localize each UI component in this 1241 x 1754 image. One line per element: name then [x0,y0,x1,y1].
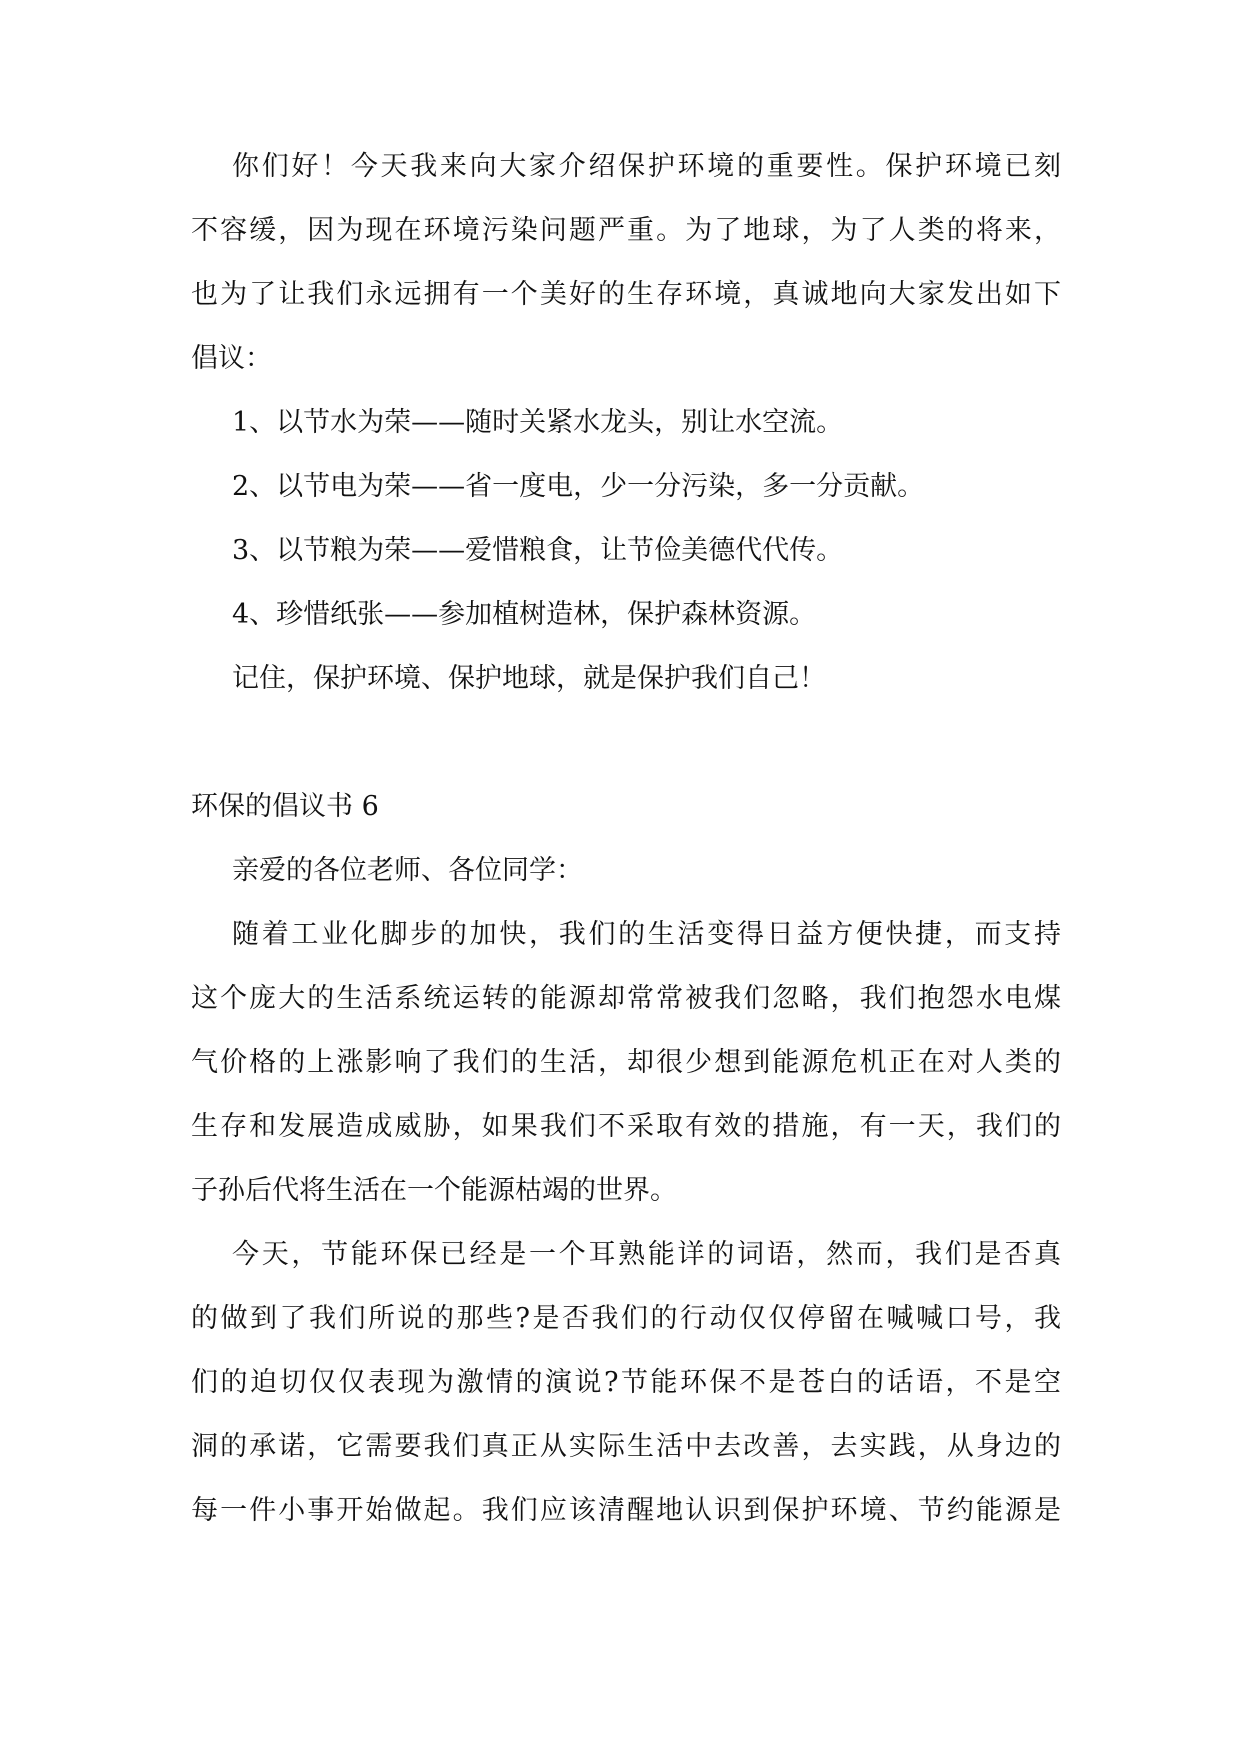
para1-line-4: 生存和发展造成威胁，如果我们不采取有效的措施，有一天，我们的 [191,1111,1061,1142]
para2-line-3: 们的迫切仅仅表现为激情的演说?节能环保不是苍白的话语，不是空 [191,1367,1061,1398]
list-item-3: 3、以节粮为荣——爱惜粮食，让节俭美德代代传。 [232,535,844,566]
list-item-2: 2、以节电为荣——省一度电，少一分污染，多一分贡献。 [232,471,925,502]
list-item-4: 4、珍惜纸张——参加植树造林，保护森林资源。 [232,599,817,630]
para1-line-3: 气价格的上涨影响了我们的生活，却很少想到能源危机正在对人类的 [191,1047,1061,1078]
intro-line-4: 倡议： [191,343,272,374]
intro-line-1: 你们好！今天我来向大家介绍保护环境的重要性。保护环境已刻 [232,151,1061,182]
para1-line-1: 随着工业化脚步的加快，我们的生活变得日益方便快捷，而支持 [232,919,1061,950]
para2-line-1: 今天，节能环保已经是一个耳熟能详的词语，然而，我们是否真 [232,1239,1061,1270]
list-item-1: 1、以节水为荣——随时关紧水龙头，别让水空流。 [232,407,844,438]
intro-line-3: 也为了让我们永远拥有一个美好的生存环境，真诚地向大家发出如下 [191,279,1061,310]
para2-line-5: 每一件小事开始做起。我们应该清醒地认识到保护环境、节约能源是 [191,1495,1061,1526]
closing-line: 记住，保护环境、保护地球，就是保护我们自己！ [232,663,826,694]
section-title: 环保的倡议书 6 [191,791,379,822]
para2-line-2: 的做到了我们所说的那些?是否我们的行动仅仅停留在喊喊口号，我 [191,1303,1061,1334]
greeting-line: 亲爱的各位老师、各位同学： [232,855,583,886]
para1-line-5: 子孙后代将生活在一个能源枯竭的世界。 [191,1175,677,1206]
para2-line-4: 洞的承诺，它需要我们真正从实际生活中去改善，去实践，从身边的 [191,1431,1061,1462]
intro-line-2: 不容缓，因为现在环境污染问题严重。为了地球，为了人类的将来， [191,215,1061,246]
para1-line-2: 这个庞大的生活系统运转的能源却常常被我们忽略，我们抱怨水电煤 [191,983,1061,1014]
